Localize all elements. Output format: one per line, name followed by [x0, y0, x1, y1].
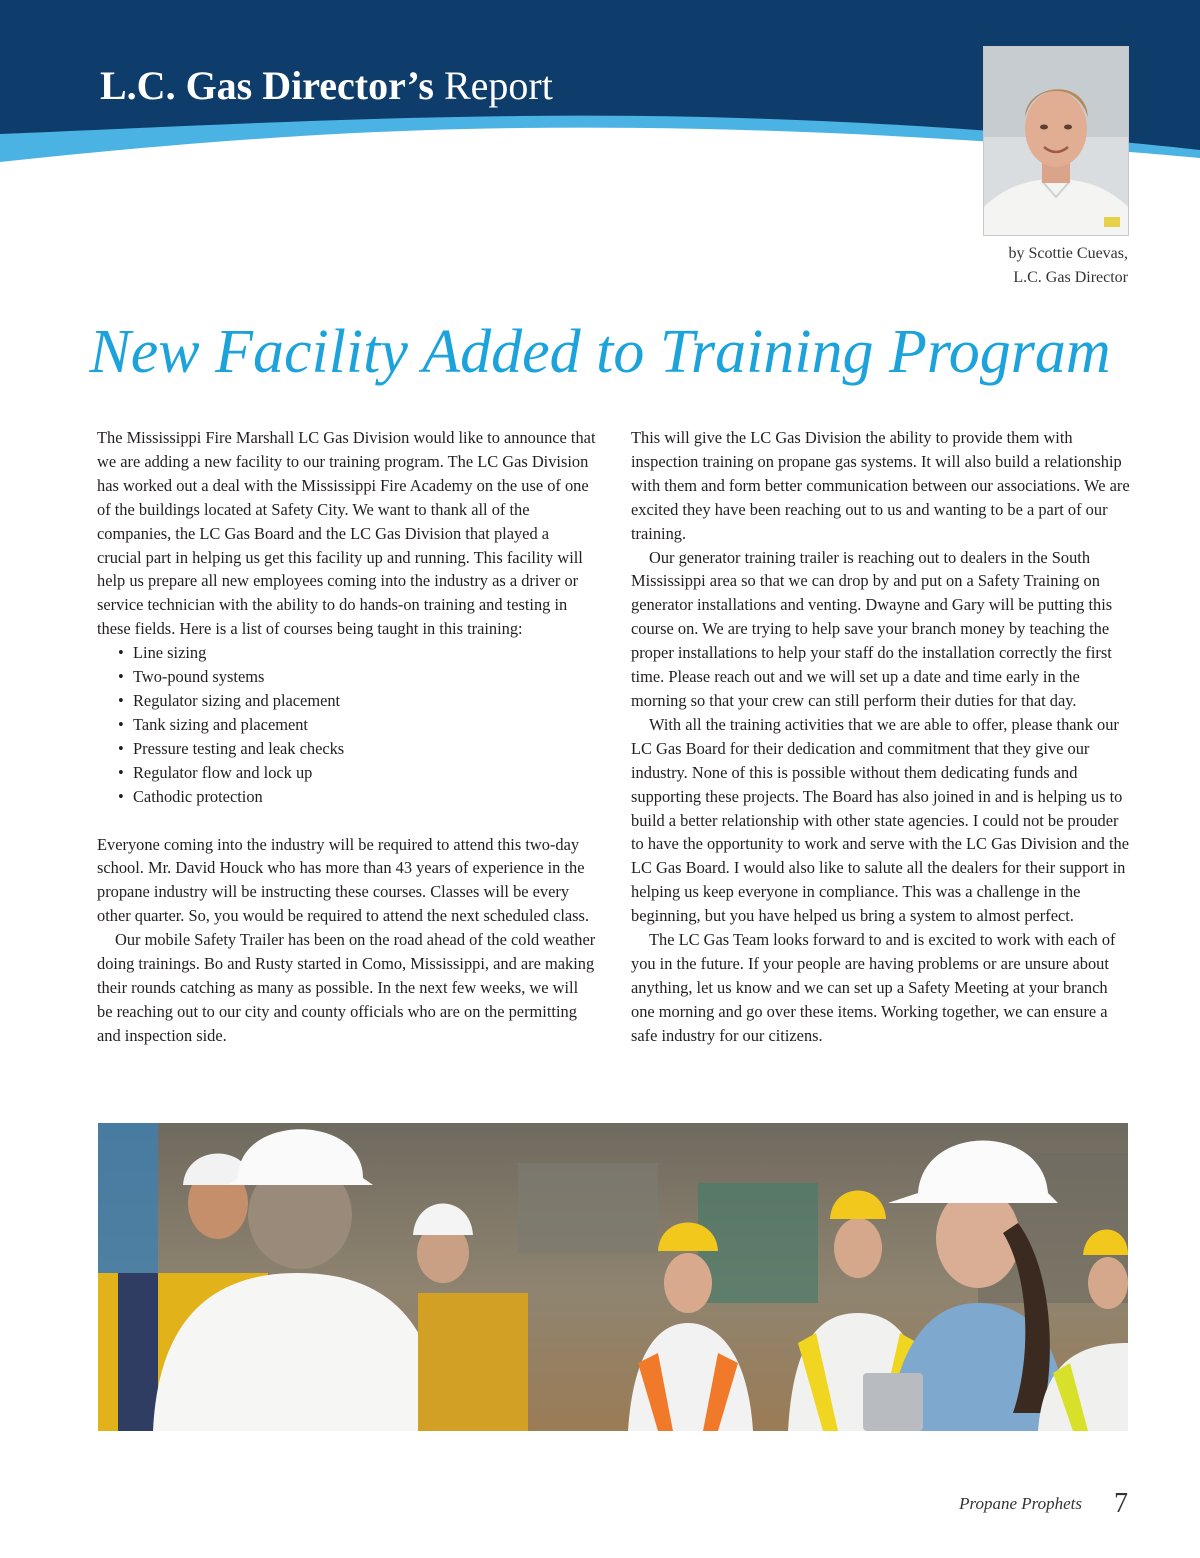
- section-title: [100, 63, 553, 108]
- body-paragraph: Our mobile Safety Trailer has been on the road ahead of the cold weather doing trainings. Bo and Rusty started in Como, Mississippi, and are making their rounds catching as many as possible. In the next few weeks, we will be reaching out to our city and county officials who are on the permitting and inspection side.: [97, 930, 596, 1045]
- article-headline: New Facility Added to Training Program: [89, 318, 1111, 386]
- courses-list: [97, 641, 597, 808]
- course-item: • Regulator sizing and placement: [133, 689, 597, 713]
- magazine-name: Propane Prophets: [959, 1494, 1082, 1513]
- page-number: 7: [1114, 1488, 1128, 1519]
- course-item: • Cathodic protection: [133, 785, 597, 809]
- right-column: [631, 426, 1131, 1048]
- course-item: • Line sizing: [133, 641, 597, 665]
- section-title-bold: L.C. Gas Director’s: [100, 63, 434, 108]
- body-paragraph: The LC Gas Team looks forward to and is excited to work with each of you in the future. If your people are having problems or are unsure about anything, let us know and we can set up a Safety Meeting at your branch one morning and go over these items. Working together, we can ensure a safe industry for our citizens.: [631, 930, 1116, 1045]
- body-paragraph: This will give the LC Gas Division the ability to provide them with inspection training on propane gas systems. It will also build a relationship with them and form better communication between our associations. We are excited they have been reaching out to us and wanting to be a part of our training.: [631, 428, 1130, 543]
- byline-author: by Scottie Cuevas,: [1008, 245, 1128, 262]
- body-paragraph: Everyone coming into the industry will be required to attend this two-day school. Mr. David Houck who has more than 43 years of experience in the propane industry will be instructing these courses. Classes will be every other quarter. So, you would be required to attend the next scheduled class.: [97, 834, 590, 926]
- byline-role: L.C. Gas Director: [1013, 269, 1128, 286]
- left-column: [97, 426, 597, 1048]
- course-item: • Regulator flow and lock up: [133, 761, 597, 785]
- page-footer: [959, 1488, 1128, 1520]
- byline: [828, 242, 1128, 290]
- course-item: • Pressure testing and leak checks: [133, 737, 597, 761]
- author-photo: [983, 46, 1129, 236]
- body-paragraph: Our generator training trailer is reaching out to dealers in the South Mississippi area so that we can drop by and put on a Safety Training on generator installations and venting. Dwayne and Gary will be putting this course on. We are trying to help save your branch money by teaching the proper installations to help your staff do the installation correctly the first time. Please reach out and we will set up a date and time early in the morning so that your crew can still perform their duties for that day.: [631, 547, 1113, 710]
- course-item: • Two-pound systems: [133, 665, 597, 689]
- section-title-light: Report: [443, 63, 553, 108]
- intro-paragraph: The Mississippi Fire Marshall LC Gas Division would like to announce that we are adding a new facility to our training program. The LC Gas Division has worked out a deal with the Mississippi Fire Academy on the use of one of the buildings located at Safety City. We want to thank all of the companies, the LC Gas Board and the LC Gas Division that played a crucial part in helping us get this facility up and running. This facility will help us prepare all new employees coming into the industry as a driver or service technician with the ability to do hands-on training and testing in these fields. Here is a list of courses being taught in this training:: [97, 428, 596, 639]
- training-group-photo: [98, 1123, 1128, 1431]
- course-item: • Tank sizing and placement: [133, 713, 597, 737]
- body-paragraph: With all the training activities that we are able to offer, please thank our LC Gas Board for their dedication and commitment that they give our industry. None of this is possible without them dedicating funds and supporting these projects. The Board has also joined in and is helping us to build a better relationship with other state agencies. I could not be prouder to have the opportunity to work and serve with the LC Gas Division and the LC Gas Board. I would also like to salute all the dealers for their support in helping us keep everyone in compliance. This was a challenge in the beginning, but you have helped us bring a system to almost perfect.: [631, 714, 1130, 926]
